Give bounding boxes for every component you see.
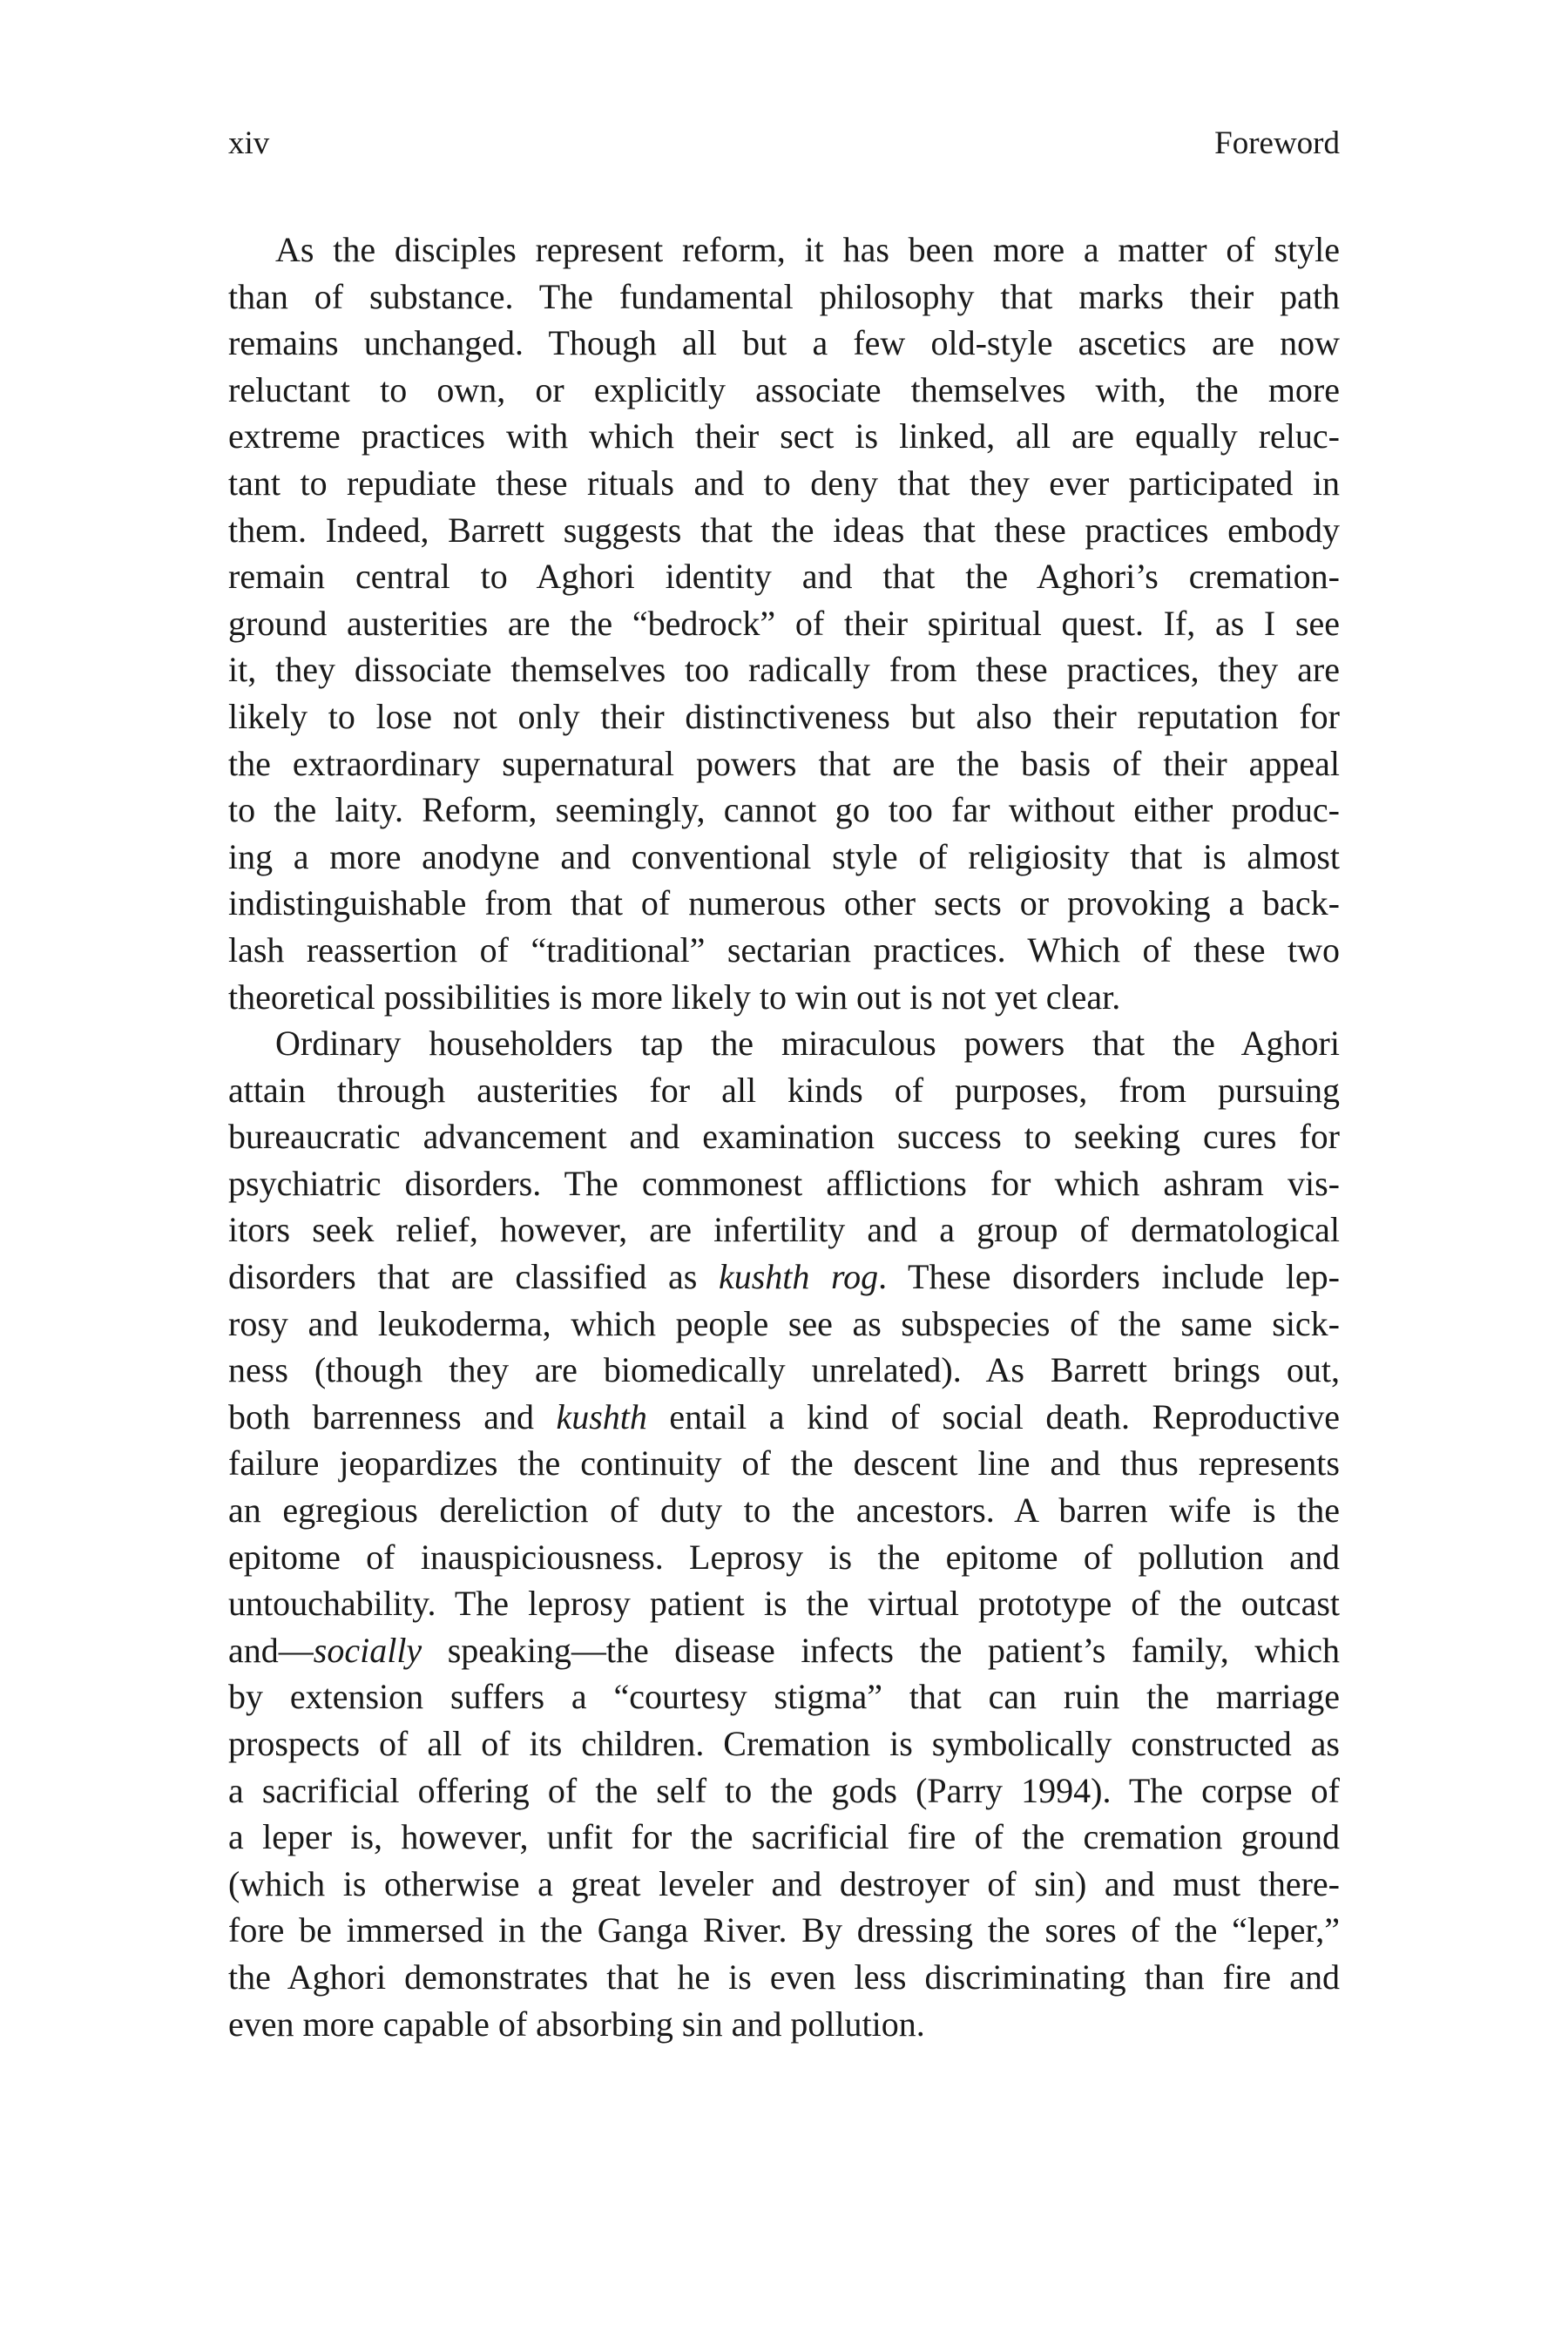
running-head: [228, 122, 1340, 166]
text-line: prospects of all of its children. Cremation is symbolically constructed as: [228, 1724, 1340, 1763]
paragraph-1: [228, 226, 1340, 1020]
text-line: fore be immersed in the Ganga River. By dressing the sores of the “leper,”: [228, 1910, 1340, 1950]
text-line: remains unchanged. Though all but a few old-style ascetics are now: [228, 323, 1340, 363]
text-line: untouchability. The leprosy patient is the virtual prototype of the outcast: [228, 1584, 1340, 1624]
text-line-with-italic: [228, 1254, 1340, 1301]
text-line: As the disciples represent reform, it has been more a matter of style: [275, 230, 1340, 269]
text-line: epitome of inauspiciousness. Leprosy is the epitome of pollution and: [228, 1537, 1340, 1577]
text-line: psychiatric disorders. The commonest afflictions for which ashram vis-: [228, 1163, 1340, 1203]
text-line: it, they dissociate themselves too radically from these practices, they are: [228, 650, 1340, 690]
text-line: by extension suffers a “courtesy stigma” that can ruin the marriage: [228, 1677, 1340, 1717]
text-line: the Aghori demonstrates that he is even less discriminating than fire and: [228, 1957, 1340, 1997]
text-line: lash reassertion of “traditional” sectarian practices. Which of these two: [228, 929, 1340, 970]
text-line: ing a more anodyne and conventional style of religiosity that is almost: [228, 836, 1340, 876]
text-line: than of substance. The fundamental philosophy that marks their path: [228, 276, 1340, 316]
italic-term: kushth rog: [718, 1257, 879, 1297]
italic-term: socially: [313, 1630, 422, 1670]
text-line: them. Indeed, Barrett suggests that the ideas that these practices embody: [228, 510, 1340, 550]
text-line: remain central to Aghori identity and that the Aghori’s cremation-: [228, 557, 1340, 597]
text-line: likely to lose not only their distinctiveness but also their reputation for: [228, 696, 1340, 736]
text-line-with-italic: [228, 1627, 1340, 1674]
text-line: extreme practices with which their sect is linked, all are equally reluc-: [228, 416, 1340, 456]
section-title: Foreword: [1214, 125, 1340, 161]
text-line: failure jeopardizes the continuity of the descent line and thus represents: [228, 1443, 1340, 1484]
text-line: ness (though they are biomedically unrelated). As Barrett brings out,: [228, 1350, 1340, 1390]
text-line: attain through austerities for all kinds of purposes, from pursuing: [228, 1070, 1340, 1110]
text-run: disorders that are classified as: [228, 1257, 719, 1297]
page-number: xiv: [228, 125, 270, 161]
text-line: a leper is, however, unfit for the sacrificial fire of the cremation ground: [228, 1817, 1340, 1857]
text-line: tant to repudiate these rituals and to deny that they ever participated in: [228, 463, 1340, 503]
text-run: . These disorders include lep-: [878, 1257, 1341, 1297]
italic-term: kushth: [556, 1396, 647, 1436]
text-run: and—: [228, 1630, 314, 1670]
text-line-with-italic: [228, 1394, 1340, 1441]
text-line: indistinguishable from that of numerous other sects or provoking a back-: [228, 883, 1340, 923]
text-line: theoretical possibilities is more likely to win out is not yet clear.: [228, 977, 1121, 1017]
paragraph-2: [228, 1020, 1340, 2047]
text-run: both barrenness and: [228, 1396, 557, 1436]
text-run: entail a kind of social death. Reproductive: [646, 1396, 1340, 1436]
text-line: (which is otherwise a great leveler and destroyer of sin) and must there-: [228, 1863, 1340, 1903]
text-run: speaking—the disease infects the patient’s family, which: [422, 1630, 1340, 1670]
text-line: a sacrificial offering of the self to the gods (Parry 1994). The corpse of: [228, 1770, 1340, 1810]
text-line: to the laity. Reform, seemingly, cannot go too far without either produc-: [228, 790, 1340, 830]
text-line: the extraordinary supernatural powers that are the basis of their appeal: [228, 743, 1340, 783]
text-line: ground austerities are the “bedrock” of their spiritual quest. If, as I see: [228, 603, 1340, 643]
text-line: even more capable of absorbing sin and pollution.: [228, 2004, 925, 2044]
text-line: bureaucratic advancement and examination success to seeking cures for: [228, 1117, 1340, 1157]
text-line: an egregious dereliction of duty to the ancestors. A barren wife is the: [228, 1490, 1340, 1531]
text-line: Ordinary householders tap the miraculous powers that the Aghori: [275, 1024, 1340, 1064]
text-line: rosy and leukoderma, which people see as subspecies of the same sick-: [228, 1303, 1340, 1343]
text-line: reluctant to own, or explicitly associate themselves with, the more: [228, 369, 1340, 409]
text-line: itors seek relief, however, are infertility and a group of dermatological: [228, 1210, 1340, 1250]
body-text: [228, 226, 1340, 2047]
